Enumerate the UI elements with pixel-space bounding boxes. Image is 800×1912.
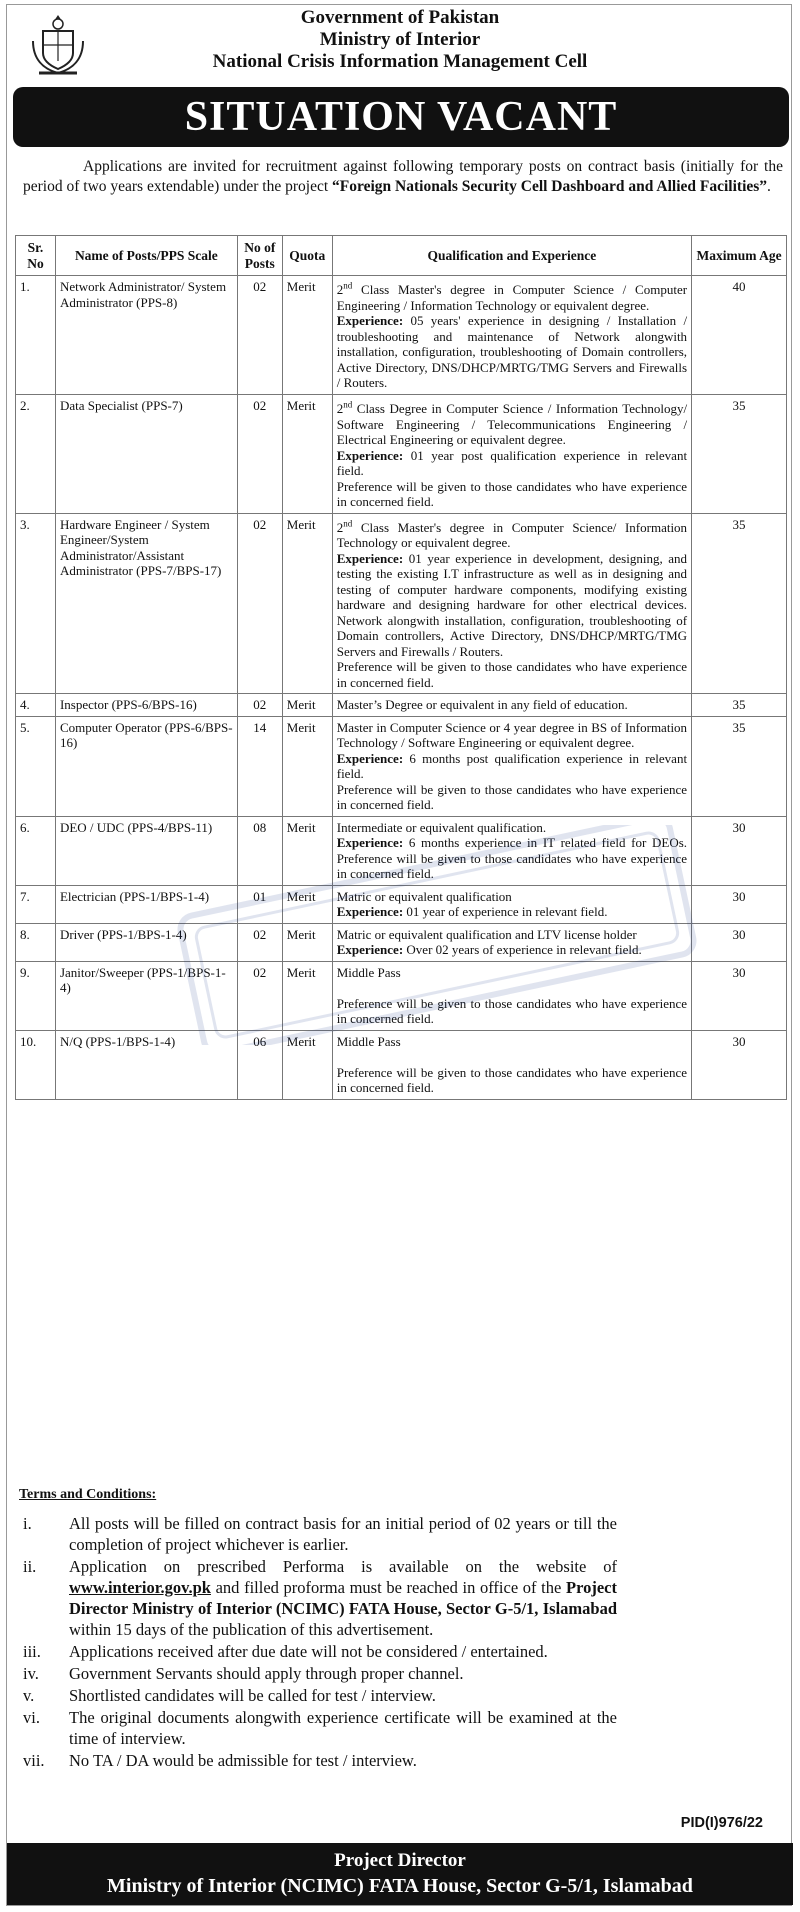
term-text — [69, 1750, 617, 1771]
term-text — [69, 1685, 617, 1706]
advertisement-page — [6, 4, 792, 1906]
row-sr-no: 6. — [16, 816, 56, 885]
term-number: ii. — [23, 1557, 37, 1576]
website-link: www.interior.gov.pk — [69, 1578, 211, 1597]
row-quota: Merit — [282, 276, 332, 395]
qualification-paragraph — [337, 551, 687, 660]
row-qualification — [332, 816, 691, 885]
header-cell: National Crisis Information Management Cell — [212, 51, 588, 72]
qualification-paragraph — [337, 751, 687, 782]
qualification-paragraph — [337, 904, 687, 920]
qualification-paragraph — [337, 279, 687, 313]
row-qualification — [332, 716, 691, 816]
row-posts-count: 02 — [237, 961, 282, 1030]
term-text — [69, 1663, 617, 1684]
row-posts-count: 14 — [237, 716, 282, 816]
row-post-name: N/Q (PPS-1/BPS-1-4) — [55, 1030, 237, 1099]
row-quota: Merit — [282, 961, 332, 1030]
intro-paragraph — [23, 157, 783, 197]
qualification-paragraph — [337, 659, 687, 690]
term-item — [19, 1707, 779, 1749]
pid-number: PID(I)976/22 — [680, 1815, 763, 1831]
row-quota: Merit — [282, 513, 332, 694]
row-quota: Merit — [282, 716, 332, 816]
page-title-banner: SITUATION VACANT — [13, 87, 789, 147]
qualification-paragraph — [337, 1034, 687, 1050]
qualification-text: 01 year experience in development, designing, and testing the existing I.T infrastructure as well as in designing and testing of computer hardware components, modifying existing hardware and designing hardware for other electrical devices. Network alongwith installation, configuration, troubleshooting of Domain controllers, Active Directory, DNS/DHCP/MRTG/TMG Servers and Firewalls / Routers. — [336, 550, 688, 659]
table-row — [16, 816, 787, 885]
qualification-paragraph — [337, 697, 687, 713]
row-sr-no: 2. — [16, 394, 56, 513]
header — [7, 5, 793, 83]
row-qualification — [332, 694, 691, 717]
row-max-age: 30 — [692, 816, 787, 885]
row-qualification — [332, 276, 691, 395]
row-posts-count: 08 — [237, 816, 282, 885]
terms-section — [19, 1487, 779, 1772]
header-post-name: Name of Posts/PPS Scale — [55, 236, 237, 276]
qualification-text: 01 year of experience in relevant field. — [403, 904, 608, 920]
row-quota: Merit — [282, 816, 332, 885]
qualification-paragraph — [337, 479, 687, 510]
term-item — [19, 1513, 779, 1555]
qualification-text: Intermediate or equivalent qualification. — [336, 819, 547, 835]
intro-end: . — [767, 178, 771, 195]
qualification-text: 05 years' experience in designing / Installation / troubleshooting and maintenance of Network alongwith installation, configuration, troubleshooting of Domain controllers, Active Directory, DNS/DHCP/MRTG/TMG Servers and Firewalls / Routers. — [336, 313, 688, 391]
term-number: i. — [23, 1514, 32, 1533]
term-item — [19, 1556, 779, 1640]
qualification-text: Over 02 years of experience in relevant field. — [403, 942, 642, 958]
qualification-paragraph — [337, 980, 687, 996]
term-text-part: Government Servants should apply through proper channel. — [69, 1664, 464, 1683]
qualification-paragraph — [337, 820, 687, 836]
row-posts-count: 02 — [237, 394, 282, 513]
experience-label: Experience: — [336, 835, 404, 851]
qualification-text: 6 months experience in IT related field for DEOs. Preference will be given to those candidates who have experience in concerned field. — [336, 835, 688, 882]
experience-label: Experience: — [336, 750, 404, 766]
row-qualification — [332, 885, 691, 923]
row-post-name: Network Administrator/ System Administrator (PPS-8) — [55, 276, 237, 395]
header-sr-no: Sr. No — [16, 236, 56, 276]
term-item — [19, 1663, 779, 1684]
project-name: “Foreign Nationals Security Cell Dashboard and Allied Facilities” — [332, 178, 768, 195]
table-row — [16, 394, 787, 513]
qualification-text: Middle Pass — [336, 964, 401, 980]
table-row — [16, 276, 787, 395]
term-text-part: The original documents alongwith experience certificate will be examined at the time of interview. — [69, 1708, 617, 1748]
row-max-age: 30 — [692, 923, 787, 961]
term-item — [19, 1685, 779, 1706]
term-number: iv. — [23, 1664, 39, 1683]
experience-label: Experience: — [336, 550, 404, 566]
row-post-name: Data Specialist (PPS-7) — [55, 394, 237, 513]
qualification-text — [337, 1049, 340, 1064]
qualification-text: 2nd Class Degree in Computer Science / Information Technology/ Software Engineering / Telecommunications Engineering / Electrical Engineering or equivalent degree. — [336, 399, 688, 448]
footer-title: Project Director — [334, 1850, 466, 1871]
row-qualification — [332, 1030, 691, 1099]
qualification-paragraph — [337, 942, 687, 958]
row-qualification — [332, 394, 691, 513]
header-quota: Quota — [282, 236, 332, 276]
table-header-row — [16, 236, 787, 276]
row-max-age: 35 — [692, 513, 787, 694]
row-quota: Merit — [282, 923, 332, 961]
term-text-part: within 15 days of the publication of this advertisement. — [69, 1620, 434, 1639]
footer — [7, 1843, 793, 1905]
row-post-name: DEO / UDC (PPS-4/BPS-11) — [55, 816, 237, 885]
header-qualification: Qualification and Experience — [332, 236, 691, 276]
qualification-paragraph — [337, 517, 687, 551]
row-post-name: Hardware Engineer / System Engineer/System Administrator/Assistant Administrator (PPS-7/BPS-17) — [55, 513, 237, 694]
row-qualification — [332, 961, 691, 1030]
row-posts-count: 02 — [237, 694, 282, 717]
row-posts-count: 01 — [237, 885, 282, 923]
table-row — [16, 513, 787, 694]
row-max-age: 35 — [692, 716, 787, 816]
qualification-paragraph — [337, 313, 687, 391]
qualification-text: Matric or equivalent qualification and LTV license holder — [336, 926, 637, 942]
table-row — [16, 885, 787, 923]
term-text-part: Project Director Ministry of Interior (NCIMC) FATA House, Sector G-5/1, Islamabad — [69, 1578, 617, 1618]
term-text — [69, 1513, 617, 1555]
term-text-part: All posts will be filled on contract basis for an initial period of 02 years or till the completion of project whichever is earlier. — [69, 1514, 617, 1554]
header-ministry: Ministry of Interior — [319, 29, 481, 50]
row-post-name: Janitor/Sweeper (PPS-1/BPS-1-4) — [55, 961, 237, 1030]
terms-list — [19, 1513, 779, 1771]
row-qualification — [332, 513, 691, 694]
qualification-text: Master’s Degree or equivalent in any field of education. — [336, 697, 628, 713]
term-number: vii. — [23, 1751, 45, 1770]
qualification-paragraph — [337, 835, 687, 882]
row-quota: Merit — [282, 394, 332, 513]
footer-address: Ministry of Interior (NCIMC) FATA House, Sector G-5/1, Islamabad — [107, 1875, 693, 1897]
row-max-age: 35 — [692, 394, 787, 513]
header-posts-count: No of Posts — [237, 236, 282, 276]
experience-label: Experience: — [336, 447, 404, 463]
qualification-text: 2nd Class Master's degree in Computer Science / Computer Engineering / Information Technology or equivalent degree. — [336, 281, 688, 313]
row-sr-no: 9. — [16, 961, 56, 1030]
term-text — [69, 1641, 617, 1662]
row-max-age: 40 — [692, 276, 787, 395]
term-number: v. — [23, 1686, 35, 1705]
qualification-text: 2nd Class Master's degree in Computer Science/ Information Technology or equivalent degree. — [336, 518, 688, 551]
qualification-paragraph — [337, 889, 687, 905]
table-row — [16, 961, 787, 1030]
row-qualification — [332, 923, 691, 961]
row-post-name: Electrician (PPS-1/BPS-1-4) — [55, 885, 237, 923]
qualification-text: Middle Pass — [336, 1033, 401, 1049]
table-row — [16, 923, 787, 961]
row-max-age: 30 — [692, 1030, 787, 1099]
row-quota: Merit — [282, 694, 332, 717]
qualification-text — [337, 980, 340, 995]
term-item — [19, 1641, 779, 1662]
term-number: iii. — [23, 1642, 41, 1661]
header-government: Government of Pakistan — [300, 7, 500, 28]
qualification-paragraph — [337, 448, 687, 479]
qualification-paragraph — [337, 1065, 687, 1096]
term-text-part: and filled proforma must be reached in office of the — [210, 1578, 566, 1597]
qualification-text: Preference will be given to those candidates who have experience in concerned field. — [336, 659, 688, 690]
term-text — [69, 1556, 617, 1640]
qualification-text: 01 year post qualification experience in relevant field. — [336, 447, 688, 479]
qualification-text: Preference will be given to those candidates who have experience in concerned field. — [336, 781, 688, 813]
row-post-name: Computer Operator (PPS-6/BPS-16) — [55, 716, 237, 816]
row-sr-no: 1. — [16, 276, 56, 395]
terms-title: Terms and Conditions: — [19, 1487, 157, 1502]
row-posts-count: 02 — [237, 276, 282, 395]
row-posts-count: 02 — [237, 513, 282, 694]
qualification-text: Matric or equivalent qualification — [336, 888, 512, 904]
table-row — [16, 716, 787, 816]
qualification-text: 6 months post qualification experience in relevant field. — [336, 750, 688, 782]
qualification-paragraph — [337, 720, 687, 751]
qualification-text: Preference will be given to those candidates who have experience in concerned field. — [336, 995, 688, 1027]
term-text-part: Application on prescribed Performa is available on the website of — [69, 1557, 617, 1576]
row-post-name: Driver (PPS-1/BPS-1-4) — [55, 923, 237, 961]
qualification-paragraph — [337, 996, 687, 1027]
experience-label: Experience: — [336, 942, 404, 958]
row-sr-no: 5. — [16, 716, 56, 816]
term-text-part: No TA / DA would be admissible for test / interview. — [69, 1751, 417, 1770]
experience-label: Experience: — [336, 904, 404, 920]
term-number: vi. — [23, 1708, 40, 1727]
row-sr-no: 10. — [16, 1030, 56, 1099]
intro-text: Applications are invited for recruitment against following temporary posts on contract basis (initially for the period of two years extendable) under the project — [23, 158, 783, 195]
row-max-age: 30 — [692, 885, 787, 923]
header-max-age: Maximum Age — [692, 236, 787, 276]
qualification-text: Preference will be given to those candidates who have experience in concerned field. — [336, 1064, 688, 1096]
qualification-text: Preference will be given to those candidates who have experience in concerned field. — [336, 478, 688, 510]
row-post-name: Inspector (PPS-6/BPS-16) — [55, 694, 237, 717]
row-sr-no: 4. — [16, 694, 56, 717]
row-max-age: 30 — [692, 961, 787, 1030]
table-row — [16, 1030, 787, 1099]
posts-table — [15, 235, 787, 1100]
row-quota: Merit — [282, 1030, 332, 1099]
row-posts-count: 02 — [237, 923, 282, 961]
row-posts-count: 06 — [237, 1030, 282, 1099]
table-row — [16, 694, 787, 717]
qualification-paragraph — [337, 1049, 687, 1065]
qualification-paragraph — [337, 927, 687, 943]
term-text-part: Shortlisted candidates will be called for test / interview. — [69, 1686, 436, 1705]
qualification-paragraph — [337, 398, 687, 448]
term-text-part: Applications received after due date will not be considered / entertained. — [69, 1642, 548, 1661]
experience-label: Experience: — [336, 313, 404, 329]
qualification-paragraph — [337, 965, 687, 981]
term-text — [69, 1707, 617, 1749]
row-max-age: 35 — [692, 694, 787, 717]
row-sr-no: 7. — [16, 885, 56, 923]
row-sr-no: 3. — [16, 513, 56, 694]
row-quota: Merit — [282, 885, 332, 923]
row-sr-no: 8. — [16, 923, 56, 961]
qualification-text: Master in Computer Science or 4 year degree in BS of Information Technology / Software Engineering or equivalent degree. — [336, 719, 688, 751]
term-item — [19, 1750, 779, 1771]
qualification-paragraph — [337, 782, 687, 813]
